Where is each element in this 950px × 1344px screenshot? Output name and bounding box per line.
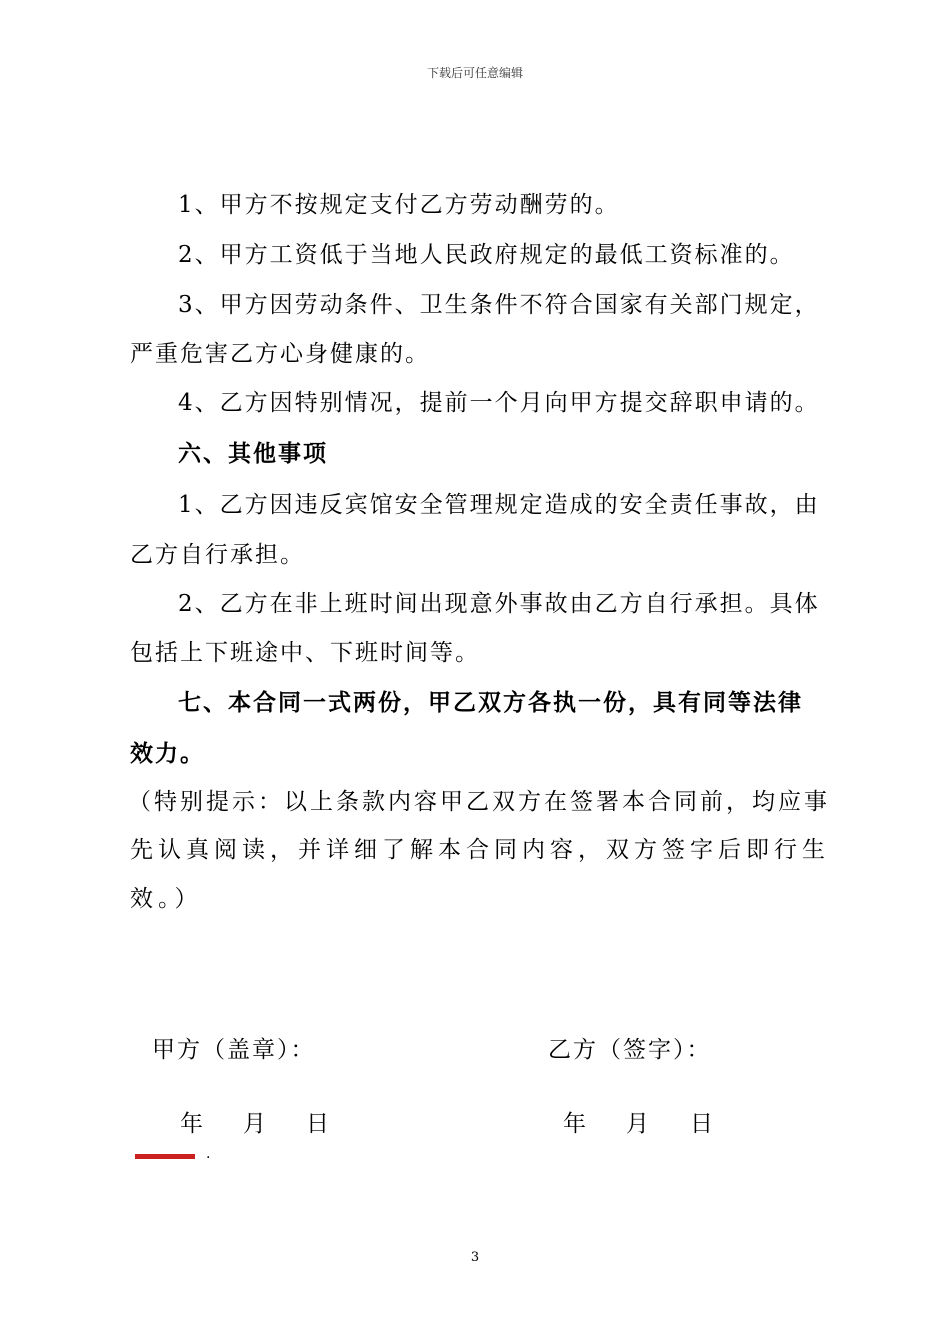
section-7-heading: 七、本合同一式两份，甲乙双方各执一份，具有同等法律 bbox=[178, 689, 803, 716]
clause-item-1: 1、甲方不按规定支付乙方劳动酬劳的。 bbox=[178, 192, 620, 218]
page-header: 下载后可任意编辑 bbox=[426, 66, 523, 80]
party-a-month-label: 月 bbox=[243, 1111, 266, 1137]
footer-dot: . bbox=[206, 1146, 211, 1162]
red-divider-mark bbox=[135, 1154, 195, 1159]
party-a-year-label: 年 bbox=[180, 1111, 203, 1137]
special-note-line-1: （特别提示：以上条款内容甲乙双方在签署本合同前，均应事 bbox=[128, 789, 830, 815]
section-7-heading-continued: 效力。 bbox=[130, 740, 205, 767]
section-6-item-2-continued: 包括上下班途中、下班时间等。 bbox=[130, 640, 480, 666]
party-b-signature-label: 乙方（签字）： bbox=[548, 1037, 712, 1063]
clause-item-2: 2、甲方工资低于当地人民政府规定的最低工资标准的。 bbox=[178, 242, 795, 268]
party-b-day-label: 日 bbox=[690, 1111, 713, 1137]
special-note-line-2: 先认真阅读，并详细了解本合同内容，双方签字后即行生 bbox=[130, 837, 830, 863]
section-6-item-1-continued: 乙方自行承担。 bbox=[130, 542, 305, 568]
page-number: 3 bbox=[470, 1250, 480, 1265]
clause-item-4: 4、乙方因特别情况，提前一个月向甲方提交辞职申请的。 bbox=[178, 390, 820, 416]
section-6-heading: 六、其他事项 bbox=[178, 440, 328, 467]
clause-item-3-continued: 严重危害乙方心身健康的。 bbox=[130, 341, 430, 367]
section-6-item-1: 1、乙方因违反宾馆安全管理规定造成的安全责任事故，由 bbox=[178, 492, 820, 518]
party-a-seal-label: 甲方（盖章）： bbox=[152, 1037, 316, 1063]
section-6-item-2: 2、乙方在非上班时间出现意外事故由乙方自行承担。具体 bbox=[178, 591, 820, 617]
party-a-day-label: 日 bbox=[306, 1111, 329, 1137]
special-note-line-3: 效。） bbox=[130, 886, 203, 912]
clause-item-3: 3、甲方因劳动条件、卫生条件不符合国家有关部门规定， bbox=[178, 292, 820, 318]
party-b-year-label: 年 bbox=[563, 1111, 586, 1137]
party-b-month-label: 月 bbox=[626, 1111, 649, 1137]
